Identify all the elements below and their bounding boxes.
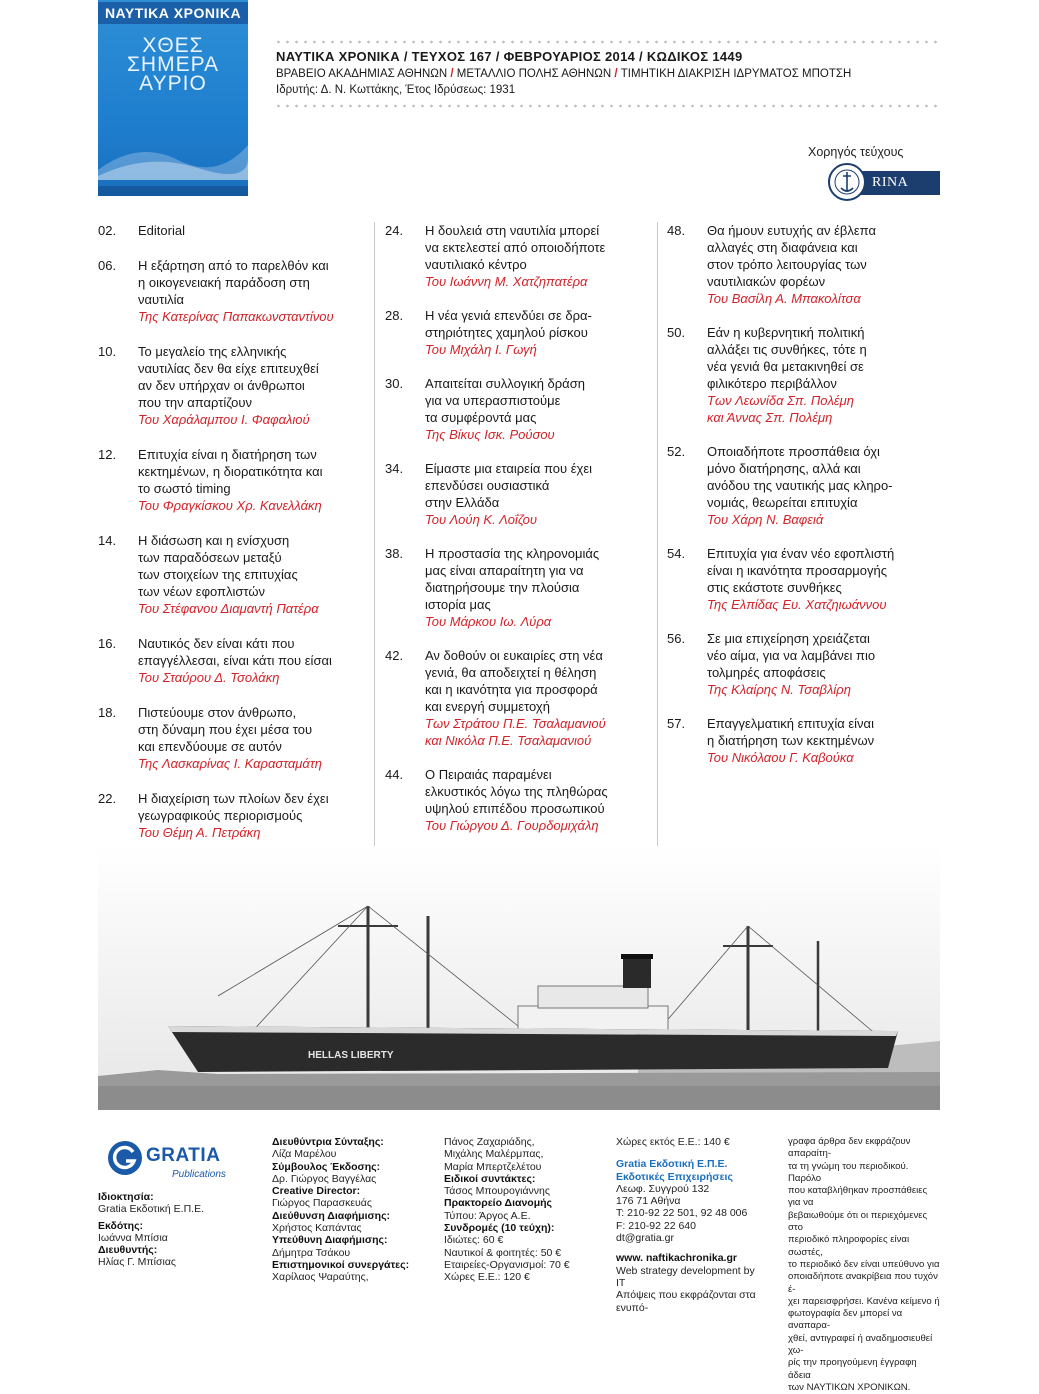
toc-title-line: Η διαχείριση των πλοίων δεν έχει <box>138 791 329 806</box>
cover-headline-line: ΧΘΕΣ <box>142 34 204 57</box>
toc-page-number: 28. <box>385 308 404 323</box>
footer-value: Δήμητρα Τσάκου <box>272 1246 351 1259</box>
footer-subscriptions <box>444 1136 604 1284</box>
ship-name-label: HELLAS LIBERTY <box>308 1050 394 1061</box>
column-divider <box>657 222 658 846</box>
ship-photo <box>98 846 940 1110</box>
cover-headline-line: ΣΗΜΕΡΑ <box>126 53 220 76</box>
toc-page-number: 18. <box>98 705 117 720</box>
footer-label: Υπεύθυνη Διαφήμισης: <box>272 1234 388 1247</box>
toc-author: Του Φραγκίσκου Χρ. Κανελλάκη <box>138 498 322 513</box>
toc-entry[interactable] <box>667 545 941 613</box>
footer-label: Ειδικοί συντάκτες: <box>444 1172 536 1185</box>
address-line: Λεωφ. Συγγρού 132 <box>616 1182 710 1195</box>
toc-author: και Άννας Σπ. Πολέμη <box>707 410 833 425</box>
disclaimer-line: βεβαιωθούμε ότι οι περιεχόμενες στο <box>788 1209 928 1234</box>
toc-title-line: Επαγγελματική επιτυχία είναι <box>707 716 874 731</box>
toc-entry[interactable] <box>385 460 650 528</box>
toc-title-line: τα συμφέροντά μας <box>425 410 537 425</box>
footer-value: Μιχάλης Μαλέρμπας, <box>444 1148 544 1161</box>
footer-editorial-team <box>272 1136 432 1284</box>
cover-bottom-strip <box>98 186 248 196</box>
footer-label: Συνδρομές (10 τεύχη): <box>444 1222 555 1235</box>
toc-title-line: μόνο διατήρησης, αλλά και <box>707 461 861 476</box>
footer-value: Χαρίλαος Ψαραύτης, <box>272 1271 369 1284</box>
disclaimer-line: περιοδικό πληροφορίες είναι σωστές, <box>788 1234 910 1258</box>
toc-title-line: το σωστό timing <box>138 481 231 496</box>
footer-value: Γιώργος Παρασκευάς <box>272 1197 372 1210</box>
toc-title-line: να εκτελεστεί από οποιοδήποτε <box>425 240 606 255</box>
toc-author: Του Στέφανου Διαμαντή Πατέρα <box>138 601 319 616</box>
toc-page-number: 06. <box>98 258 117 273</box>
toc-author: Του Νικόλαου Γ. Καβούκα <box>707 750 854 765</box>
toc-title-line: είναι η ικανότητα προσαρμογής <box>707 563 888 578</box>
toc-entry[interactable] <box>98 257 374 325</box>
footer-value: Χώρες εκτός Ε.Ε.: 140 € <box>616 1136 730 1148</box>
toc-title-line: Το μεγαλείο της ελληνικής <box>138 344 287 359</box>
toc-entry[interactable] <box>98 222 374 239</box>
toc-title-line: Οποιαδήποτε προσπάθεια όχι <box>707 444 880 459</box>
toc-entry[interactable] <box>667 630 941 698</box>
footer-value: Ναυτικοί & φοιτητές: 50 € <box>444 1246 562 1259</box>
toc-title-line: στην Ελλάδα <box>425 495 500 510</box>
toc-author: και Νικόλα Π.Ε. Τσαλαμανιού <box>425 733 592 748</box>
toc-entry[interactable] <box>667 443 941 528</box>
toc-author: Των Λεωνίδα Σπ. Πολέμη <box>707 393 854 408</box>
gratia-logo-sub: Publications <box>172 1169 226 1180</box>
toc-title-line: γενιά, θα αποδειχτεί η θέληση <box>425 665 597 680</box>
toc-author: Της Ελπίδας Ευ. Χατζηιωάννου <box>707 597 887 612</box>
company-type: Εκδοτικές Επιχειρήσεις <box>616 1170 733 1183</box>
award-separator: / <box>447 68 457 80</box>
toc-title-line: ανόδου της ναυτικής μας κληρο- <box>707 478 893 493</box>
sponsor-logo <box>808 163 940 201</box>
company-name: Gratia Εκδοτική Ε.Π.Ε. <box>616 1158 728 1171</box>
toc-title-line: Απαιτείται συλλογική δράση <box>425 376 585 391</box>
cover-headline <box>98 36 248 93</box>
toc-page-number: 50. <box>667 325 686 340</box>
disclaimer-line: που καταβλήθηκαν προσπάθειες για να <box>788 1185 928 1209</box>
toc-entry[interactable] <box>385 545 650 630</box>
toc-title-line: Επιτυχία για έναν νέο εφοπλιστή <box>707 546 895 561</box>
footer-label: Διευθύντρια Σύνταξης: <box>272 1136 384 1148</box>
footer-value: Δρ. Γιώργος Βαγγέλας <box>272 1172 377 1185</box>
footer-value: Τύπου: Άργος Α.Ε. <box>444 1209 531 1222</box>
toc-title-line: για να υπερασπιστούμε <box>425 393 561 408</box>
footer-label: Διευθυντής: <box>98 1244 158 1257</box>
toc-title-line: ναυτιλιακό κέντρο <box>425 257 527 272</box>
toc-title-line: Πιστεύουμε στον άνθρωπο, <box>138 705 297 720</box>
footer-label: Επιστημονικοί συνεργάτες: <box>272 1258 410 1271</box>
toc-column-2 <box>385 222 650 834</box>
toc-title-line: κεκτημένων, η διορατικότητα και <box>138 464 323 479</box>
footer-value: Web strategy development by IT <box>616 1264 755 1289</box>
toc-entry[interactable] <box>98 532 374 617</box>
toc-page-number: 24. <box>385 223 404 238</box>
toc-page-number: 16. <box>98 636 117 651</box>
disclaimer-line: χθεί, αντιγραφεί ή αναδημοσιευθεί χω- <box>788 1332 933 1357</box>
footer-label: Διεύθυνση Διαφήμισης: <box>272 1209 391 1222</box>
founder-line: Ιδρυτής: Δ. Ν. Κωττάκης, Έτος Ιδρύσεως: 1931 <box>276 84 516 96</box>
toc-author: Της Βίκυς Ισκ. Ρούσου <box>425 427 555 442</box>
disclaimer-text: Απόψεις που εκφράζονται στα ενυπό- <box>616 1289 756 1314</box>
address-line: 176 71 Αθήνα <box>616 1195 681 1208</box>
toc-page-number: 14. <box>98 533 117 548</box>
toc-title-line: μας είναι απαραίτητη για να <box>425 563 584 578</box>
toc-title-line: Θα ήμουν ευτυχής αν έβλεπα <box>707 223 876 238</box>
disclaimer-line: ρίς την προηγούμενη έγγραφη άδεια <box>788 1357 917 1381</box>
fax-number: F: 210-92 22 640 <box>616 1219 696 1232</box>
gratia-g-icon <box>106 1139 144 1177</box>
toc-entry[interactable] <box>98 635 374 686</box>
toc-title-line: και η ικανότητα για προσφορά <box>425 682 598 697</box>
toc-author: Του Σταύρου Δ. Τσολάκη <box>138 670 280 685</box>
footer-label: Εκδότης: <box>98 1219 144 1232</box>
toc-page-number: 52. <box>667 444 686 459</box>
disclaimer-line: φωτογραφία δεν μπορεί να αναπαρα- <box>788 1308 903 1332</box>
toc-title-line: Η προστασία της κληρονομιάς <box>425 546 600 561</box>
footer-contact <box>616 1136 766 1314</box>
award-2: ΜΕΤΑΛΛΙΟ ΠΟΛΗΣ ΑΘΗΝΩΝ <box>456 68 612 80</box>
footer-value: Τάσος Μπουρογιάννης <box>444 1185 550 1198</box>
email-link[interactable]: dt@gratia.gr <box>616 1232 674 1245</box>
toc-entry[interactable] <box>385 647 650 749</box>
toc-title-line: η οικογενειακή παράδοση στη <box>138 275 310 290</box>
toc-title-line: και επενδύουμε σε αυτόν <box>138 739 282 754</box>
disclaimer-line: το περιοδικό δεν είναι υπεύθυνο για <box>788 1258 940 1270</box>
toc-page-number: 22. <box>98 791 117 806</box>
toc-title-line: Η δουλειά στη ναυτιλία μπορεί <box>425 223 600 238</box>
footer-label: Πρακτορείο Διανομής <box>444 1197 553 1210</box>
toc-title-line: Ο Πειραιάς παραμένει <box>425 767 552 782</box>
toc-title-line: αλλάξει τις συνθήκες, τότε η <box>707 342 867 357</box>
website-link[interactable]: www. naftikachronika.gr <box>616 1252 737 1265</box>
toc-entry[interactable] <box>98 343 374 428</box>
toc-title-line: Σε μια επιχείρηση χρειάζεται <box>707 631 870 646</box>
footer-value: Ιδιώτες: 60 € <box>444 1234 504 1247</box>
toc-column-1 <box>98 222 374 841</box>
toc-title-line: φιλικότερο περιβάλλον <box>707 376 837 391</box>
footer-label: Σύμβουλος Έκδοσης: <box>272 1160 381 1173</box>
gratia-logo-text: GRATIA <box>146 1145 221 1166</box>
awards-line <box>276 68 851 80</box>
toc-title-line: ναυτιλίας δεν θα είχε επιτευχθεί <box>138 361 319 376</box>
footer-value: Χρήστος Καπάντας <box>272 1222 362 1235</box>
toc-title-line: ελκυστικός λόγω της πληθώρας <box>425 784 608 799</box>
disclaimer-line: τα τη γνώμη του περιοδικού. Παρόλο <box>788 1160 909 1184</box>
award-3: ΤΙΜΗΤΙΚΗ ΔΙΑΚΡΙΣΗ ΙΔΡΥΜΑΤΟΣ ΜΠΟΤΣΗ <box>620 68 852 80</box>
dotted-rule <box>274 104 941 108</box>
footer-value: Gratia Εκδοτική Ε.Π.Ε. <box>98 1203 204 1216</box>
toc-title-line: υψηλού επιπέδου προσωπικού <box>425 801 605 816</box>
footer-value: Πάνος Ζαχαριάδης, <box>444 1136 535 1148</box>
toc-author: Του Ιωάννη Μ. Χατζηπατέρα <box>425 274 588 289</box>
footer-value: Χώρες Ε.Ε.: 120 € <box>444 1271 530 1284</box>
toc-entry[interactable] <box>667 324 941 426</box>
award-1: ΒΡΑΒΕΙΟ ΑΚΑΔΗΜΙΑΣ ΑΘΗΝΩΝ <box>276 68 448 80</box>
footer-value: Ιωάννα Μπίσια <box>98 1231 168 1244</box>
toc-author: Της Κατερίνας Παπακωνσταντίνου <box>138 309 334 324</box>
toc-title-line: η διατήρηση των κεκτημένων <box>707 733 875 748</box>
footer-label: Ιδιοκτησία: <box>98 1191 154 1203</box>
toc-title-line: Η διάσωση και η ενίσχυση <box>138 533 290 548</box>
toc-page-number: 38. <box>385 546 404 561</box>
toc-title-line: στηριότητες χαμηλού ρίσκου <box>425 325 588 340</box>
toc-title-line: διατηρήσουμε την πλούσια <box>425 580 580 595</box>
toc-title-line: Editorial <box>138 223 185 238</box>
toc-title-line: των νέων εφοπλιστών <box>138 584 266 599</box>
toc-author: Του Γιώργου Δ. Γουρδομιχάλη <box>425 818 599 833</box>
toc-author: Της Κλαίρης Ν. Τσαβλίρη <box>707 682 851 697</box>
toc-author: Του Χαράλαμπου Ι. Φαφαλιού <box>138 412 310 427</box>
disclaimer-line: χει παρεισφρήσει. Κανένα κείμενο ή <box>788 1295 940 1307</box>
cover-wave-graphic <box>98 130 248 180</box>
toc-column-3 <box>667 222 941 766</box>
toc-entry[interactable] <box>98 446 374 514</box>
toc-page-number: 54. <box>667 546 686 561</box>
toc-page-number: 48. <box>667 223 686 238</box>
toc-entry[interactable] <box>667 715 941 766</box>
toc-page-number: 34. <box>385 461 404 476</box>
toc-entry[interactable] <box>667 222 941 307</box>
toc-title-line: Αν δοθούν οι ευκαιρίες στη νέα <box>425 648 603 663</box>
toc-title-line: που την απαρτίζουν <box>138 395 252 410</box>
toc-title-line: των παραδόσεων μεταξύ <box>138 550 282 565</box>
toc-page-number: 02. <box>98 223 117 238</box>
phone-number: T: 210-92 22 501, 92 48 006 <box>616 1207 748 1220</box>
toc-entry[interactable] <box>98 790 374 841</box>
toc-title-line: στον τρόπο λειτουργίας των <box>707 257 867 272</box>
toc-entry[interactable] <box>385 222 650 290</box>
toc-title-line: νομιάς, θεωρείται επιτυχία <box>707 495 858 510</box>
footer-value: Ηλίας Γ. Μπίσιας <box>98 1256 176 1269</box>
toc-page-number: 57. <box>667 716 686 731</box>
toc-entry[interactable] <box>98 704 374 772</box>
disclaimer-line: γραφα άρθρα δεν εκφράζουν απαραίτη- <box>788 1136 911 1160</box>
toc-author: Του Θέμη Α. Πετράκη <box>138 825 261 840</box>
toc-title-line: στη δύναμη που έχει μέσα του <box>138 722 313 737</box>
toc-title-line: Η νέα γενιά επενδύει σε δρα- <box>425 308 592 323</box>
sponsor-label: Χορηγός τεύχους <box>808 145 904 159</box>
toc-title-line: ναυτιλιακών φορέων <box>707 274 826 289</box>
toc-title-line: γεωγραφικούς περιορισμούς <box>138 808 303 823</box>
toc-author: Του Χάρη Ν. Βαφειά <box>707 512 824 527</box>
toc-title-line: Επιτυχία είναι η διατήρηση των <box>138 447 317 462</box>
toc-page-number: 44. <box>385 767 404 782</box>
toc-author: Του Μάρκου Ιω. Λύρα <box>425 614 552 629</box>
toc-title-line: νέα γενιά θα μετακινηθεί σε <box>707 359 864 374</box>
gratia-logo <box>106 1139 236 1181</box>
footer-disclaimer <box>788 1136 940 1394</box>
toc-title-line: Ναυτικός δεν είναι κάτι που <box>138 636 295 651</box>
toc-page-number: 12. <box>98 447 117 462</box>
toc-title-line: στις εκάστοτε συνθήκες <box>707 580 842 595</box>
disclaimer-line: οποιαδήποτε ανακρίβεια που τυχόν έ- <box>788 1271 938 1295</box>
footer-value: Μαρία Μπερτζελέτου <box>444 1160 542 1173</box>
toc-page-number: 30. <box>385 376 404 391</box>
magazine-issue-title: ΝΑΥΤΙΚΑ ΧΡΟΝΙΚΑ / ΤΕΥΧΟΣ 167 / ΦΕΒΡΟΥΑΡΙΟΣ 2014 / ΚΩΔΙΚΟΣ 1449 <box>276 49 743 64</box>
toc-entry[interactable] <box>385 375 650 443</box>
toc-title-line: επαγγέλλεσαι, είναι κάτι που είσαι <box>138 653 332 668</box>
sponsor-name: RINA <box>848 171 940 195</box>
toc-title-line: τολμηρές αποφάσεις <box>707 665 826 680</box>
toc-title-line: ιστορία μας <box>425 597 491 612</box>
toc-author: Του Βασίλη Α. Μπακολίτσα <box>707 291 861 306</box>
dotted-rule <box>274 40 941 44</box>
toc-title-line: αλλαγές στη διαφάνεια και <box>707 240 858 255</box>
toc-author: Της Λασκαρίνας Ι. Καρασταμάτη <box>138 756 322 771</box>
toc-page-number: 10. <box>98 344 117 359</box>
cover-headline-line: ΑΥΡΙΟ <box>139 72 207 95</box>
award-separator: / <box>611 68 621 80</box>
toc-entry[interactable] <box>385 766 650 834</box>
rina-seal-icon <box>828 163 866 201</box>
toc-author: Του Μιχάλη Ι. Γωγή <box>425 342 537 357</box>
toc-title-line: αν δεν υπήρχαν οι άνθρωποι <box>138 378 305 393</box>
toc-title-line: και ενεργή συμμετοχή <box>425 699 550 714</box>
toc-title-line: Εάν η κυβερνητική πολιτική <box>707 325 865 340</box>
footer-value: Λίζα Μαρέλου <box>272 1148 337 1161</box>
toc-title-line: των στοιχείων της επιτυχίας <box>138 567 298 582</box>
column-divider <box>374 222 375 846</box>
toc-author: Των Στράτου Π.Ε. Τσαλαμανιού <box>425 716 606 731</box>
toc-page-number: 42. <box>385 648 404 663</box>
toc-entry[interactable] <box>385 307 650 358</box>
toc-page-number: 56. <box>667 631 686 646</box>
toc-title-line: Είμαστε μια εταιρεία που έχει <box>425 461 593 476</box>
toc-title-line: επενδύσει ουσιαστικά <box>425 478 550 493</box>
cover-thumbnail <box>98 0 248 196</box>
footer-label: Creative Director: <box>272 1185 361 1198</box>
footer-value: Εταιρείες-Οργανισμοί: 70 € <box>444 1258 570 1271</box>
cover-title: ΝΑΥΤΙΚΑ ΧΡΟΝΙΚΑ <box>98 2 248 24</box>
toc-author: Του Λούη Κ. Λοΐζου <box>425 512 538 527</box>
footer-ownership <box>98 1191 258 1269</box>
toc-title-line: Η εξάρτηση από το παρελθόν και <box>138 258 329 273</box>
toc-title-line: ναυτιλία <box>138 292 185 307</box>
toc-title-line: νέο αίμα, για να λαμβάνει πιο <box>707 648 876 663</box>
disclaimer-line: των ΝΑΥΤΙΚΩΝ ΧΡΟΝΙΚΩΝ. <box>788 1381 911 1393</box>
